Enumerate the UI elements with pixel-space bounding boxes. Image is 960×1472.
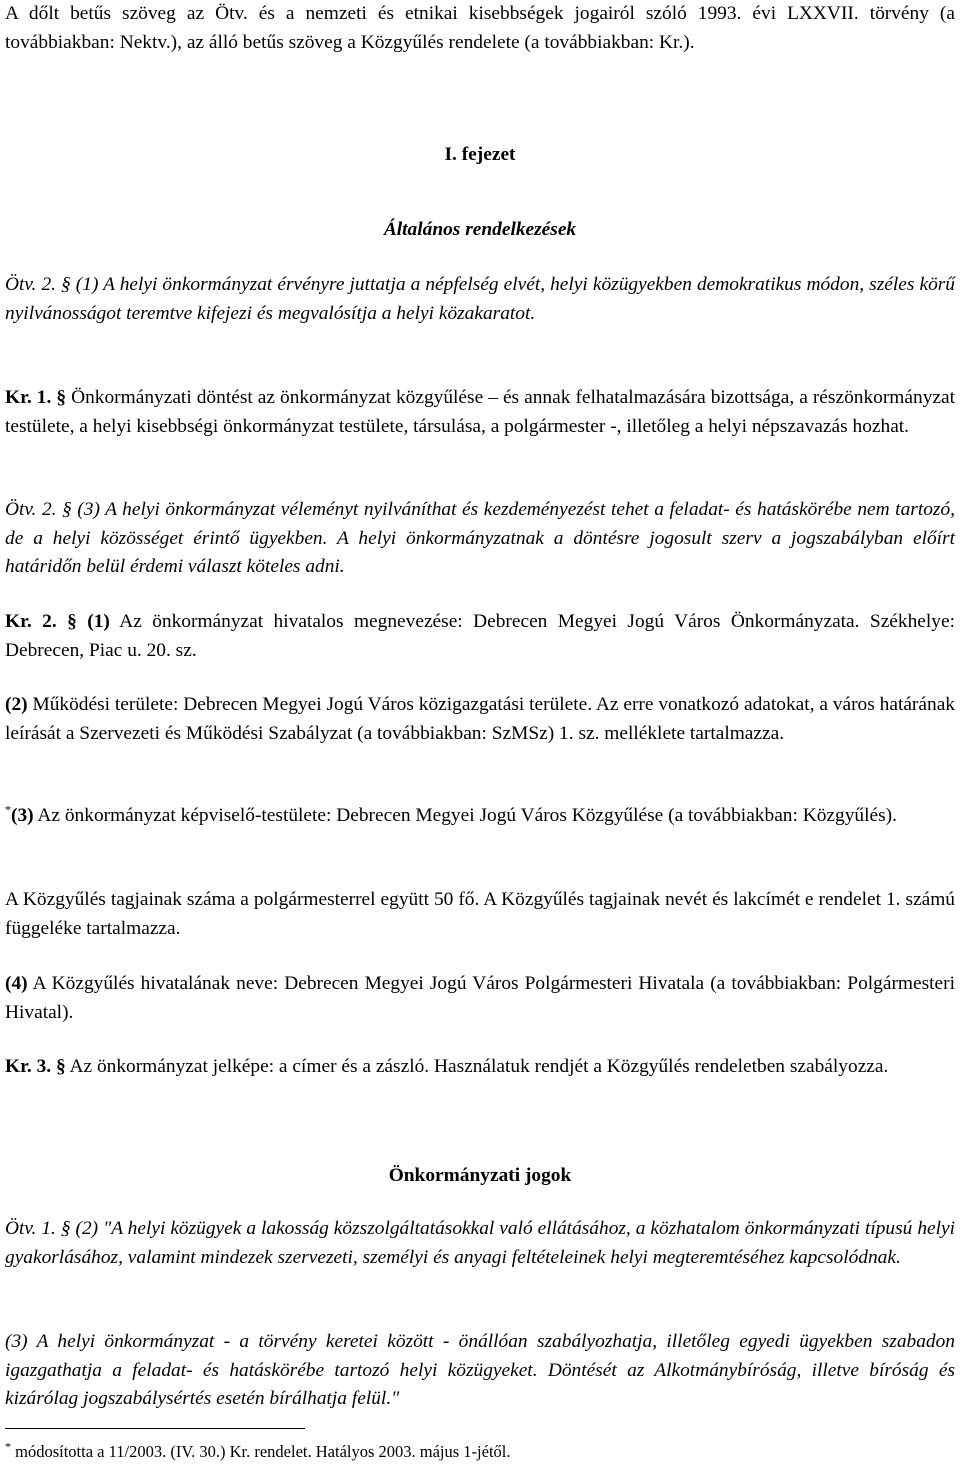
footnote-divider [5,1428,305,1429]
paragraph-kr-2-4 [5,970,955,1027]
paragraph-otv-2-1 [5,271,955,328]
paragraph-text: Az önkormányzat hivatalos megnevezése: Debrecen Megyei Jogú Város Önkormányzata. Székhelye: Debrecen, Piac u. 20. sz. [5,611,955,661]
paragraph-otv-1-3: (3) A helyi önkormányzat - a törvény keretei között - önállóan szabályozhatja, illetőleg egyedi ügyekben szabadon igazgathatja a feladat- és hatáskörébe tartozó helyi közügyeket. Döntését az Alkotmánybíróság, illetve bíróság és kizárólag jogszabálysértés esetén bírálhatja felül." [5,1331,955,1410]
paragraph-ref: Ötv. 2. § (3) [5,499,100,520]
paragraph-ref: Kr. 3. § [5,1056,66,1077]
footnote-marker: * [5,802,11,817]
paragraph-otv-2-3 [5,496,955,582]
paragraph-text: Működési területe: Debrecen Megyei Jogú Város közigazgatási területe. Az erre vonatkozó adatokat, a város határának leírását a Szervezeti és Működési Szabályzat (a továbbiakban: SzMSz) 1. sz. melléklete tartalmazza. [5,694,955,744]
paragraph-ref: Ötv. 1. § (2) [5,1218,99,1239]
chapter-title: Általános rendelkezések [383,219,577,240]
paragraph-text: A Közgyűlés hivatalának neve: Debrecen Megyei Jogú Város Polgármesteri Hivatala (a továbbiakban: Polgármesteri Hivatal). [5,973,955,1023]
intro-paragraph: A dőlt betűs szöveg az Ötv. és a nemzeti és etnikai kisebbségek jogairól szóló 1993. évi LXXVII. törvény (a továbbiakban: Nektv.), az álló betűs szöveg a Közgyűlés rendelete (a továbbiakban: Kr.). [5,3,955,53]
paragraph-ref: Kr. 1. § [5,387,67,408]
section-heading: Önkormányzati jogok [388,1165,572,1186]
paragraph-kr-2-2 [5,691,955,748]
paragraph-ref: Ötv. 2. § (1) [5,274,99,295]
paragraph-number: (1) [87,611,110,632]
footnote [5,1441,955,1463]
chapter-heading: I. fejezet [444,144,516,165]
paragraph-text: A helyi önkormányzat érvényre juttatja a népfelség elvét, helyi közügyekben demokratikus módon, széles körű nyilvánosságot teremtve kifejezi és megvalósítja a helyi közakaratot. [5,274,956,324]
paragraph-text: Az önkormányzat képviselő-testülete: Debrecen Megyei Jogú Város Közgyűlése (a továbbiakban: Közgyűlés). [37,805,897,826]
paragraph-ref: Kr. 2. § [5,611,77,632]
paragraph-text: Az önkormányzat jelképe: a címer és a zászló. Használatuk rendjét a Közgyűlés rendeletben szabályozza. [69,1056,889,1077]
paragraph-kr-2-3 [5,802,955,831]
paragraph-text: A helyi önkormányzat véleményt nyilváníthat és kezdeményezést tehet a feladat- és hatáskörébe nem tartozó, de a helyi közösséget érintő ügyekben. A helyi önkormányzatnak a döntésre jogosult szerv a jogszabályban előírt határidőn belül érdemi választ köteles adni. [5,499,955,578]
footnote-marker: * [5,1439,11,1454]
paragraph-text: Önkormányzati döntést az önkormányzat közgyűlése – és annak felhatalmazására bizottsága, a részönkormányzat testülete, a helyi kisebbségi önkormányzat testülete, társulása, a polgármester -, illetőleg a helyi népszavazás hozhat. [5,387,955,437]
paragraph-kr-3 [5,1053,955,1082]
paragraph-kr-2-1 [5,608,955,665]
paragraph-otv-1-2 [5,1215,955,1272]
paragraph-number: (3) [11,805,34,826]
paragraph-number: (2) [5,694,28,715]
paragraph-number: (4) [5,973,28,994]
paragraph-text: "A helyi közügyek a lakosság közszolgáltatásokkal való ellátásához, a közhatalom önkormányzati típusú helyi gyakorlásához, valamint mindezek szervezeti, személyi és anyagi feltételeinek helyi megteremtéséhez kapcsolódnak. [5,1218,956,1268]
paragraph-members: A Közgyűlés tagjainak száma a polgármesterrel együtt 50 fő. A Közgyűlés tagjainak nevét és lakcímét e rendelet 1. számú függeléke tartalmazza. [5,889,955,939]
footnote-text: módosította a 11/2003. (IV. 30.) Kr. rendelet. Hatályos 2003. május 1-jétől. [15,1442,511,1461]
paragraph-kr-1 [5,384,955,441]
